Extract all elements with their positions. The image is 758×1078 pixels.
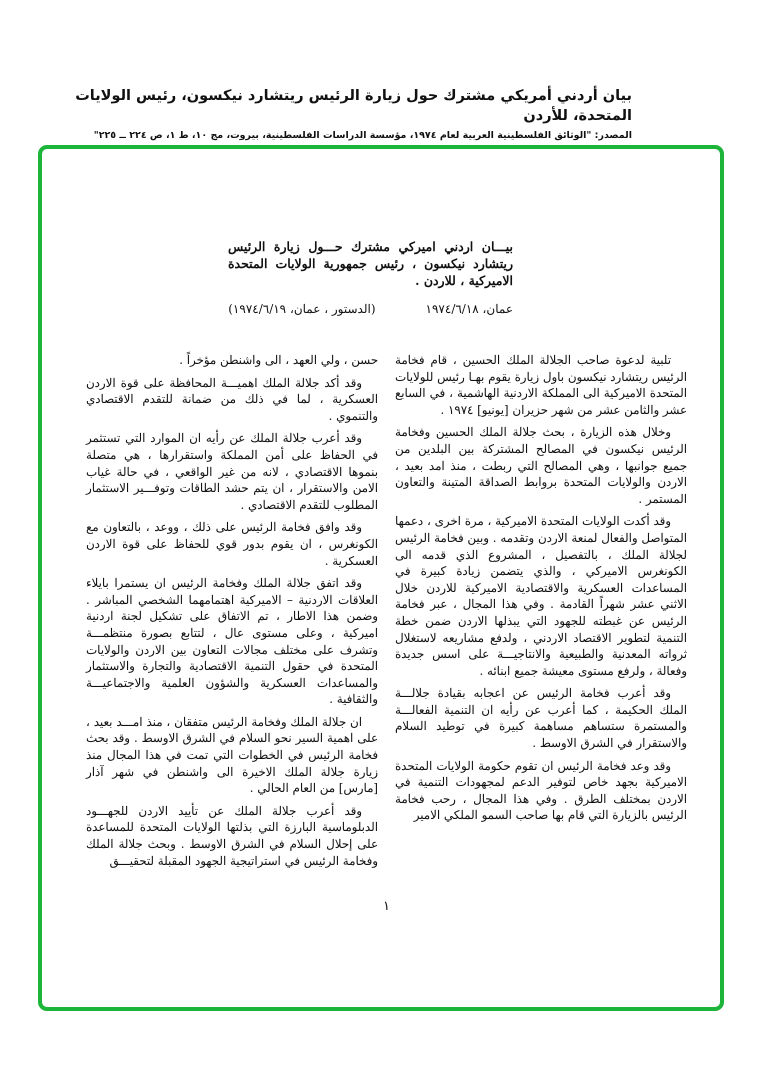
paragraph: وقد وافق فخامة الرئيس على ذلك ، ووعد ، بالتعاون مع الكونغرس ، ان يقوم بدور قوي للحفاظ على قوة الاردن العسكرية .	[86, 520, 378, 568]
document-citation: (الدستور ، عمان، ١٩٧٤/٦/١٩)	[228, 302, 376, 316]
page-header-source: المصدر: "الوثائق الفلسطينية العربية لعام ١٩٧٤، مؤسسة الدراسات الفلسطينية، بيروت، مج ١٠، ط ١، ص ٢٢٤ ــ ٢٢٥"	[93, 130, 632, 141]
paragraph: ان جلالة الملك وفخامة الرئيس متفقان ، منذ امـــد بعيد ، على اهمية السير نحو السلام في الشرق الاوسط . وقد بحث فخامة الرئيس في الخطوات التي تمت في هذا المجال منذ زيارة جلالة الملك الاخيرة الى واشنطن في شهر آذار [مارس] من العام الحالي .	[86, 714, 378, 796]
page-number: ١	[383, 899, 390, 915]
paragraph: وقد أعرب جلالة الملك عن تأييد الاردن للجهـــود الدبلوماسية البارزة التي بذلتها الولايات المتحدة للمساعدة على إحلال السلام في الشرق الاوسط . وبحث جلالة الملك وفخامة الرئيس في استراتيجية الجهود المقبلة لتحقيـــق	[86, 803, 378, 868]
left-column	[86, 352, 378, 875]
columns	[86, 352, 687, 875]
paragraph: وقد أعرب جلالة الملك عن رأيه ان الموارد التي تستثمر في الحفاظ على أمن المملكة واستقرارها ، هي متصلة بنموها الاقتصادي ، لانه من غير الواقعي ، في حالة غياب الامن والاستقرار ، ان يتم حشد الطاقات وتوفـــير الاستثمار المطلوب للتقدم الاقتصادي .	[86, 431, 378, 512]
paragraph: وقد أعرب فخامة الرئيس عن اعجابه بقيادة جلالـــة الملك الحكيمة ، كما أعرب عن رأيه ان التنمية الفعالـــة والمستمرة ستساهم مساهمة كبيرة في توطيد السلام والاستقرار في الشرق الاوسط .	[395, 686, 687, 751]
document-date: عمان، ١٩٧٤/٦/١٨	[425, 302, 513, 316]
page-header-title: بيان أردني أمريكي مشترك حول زيارة الرئيس ريتشارد نيكسون، رئيس الولايات المتحدة، للأردن	[75, 88, 632, 124]
date-row	[228, 301, 513, 317]
paragraph: وقد وعد فخامة الرئيس ان تقوم حكومة الولايات المتحدة الاميركية بجهد خاص لتوفير الدعم لمجهودات التنمية في الاردن بمختلف الطرق . وفي هذا المجال ، رحب فخامة الرئيس بالزيارة التي قام بها صاحب السمو الملكي الامير	[395, 758, 687, 823]
paragraph: وقد أكد جلالة الملك اهميـــة المحافظة على قوة الاردن العسكرية ، لما في ذلك من ضمانة للتقدم الاقتصادي والتنموي .	[86, 375, 378, 423]
right-column	[395, 352, 687, 830]
paragraph: تلبية لدعوة صاحب الجلالة الملك الحسين ، قام فخامة الرئيس ريتشارد نيكسون باول زيارة يقوم بهـا رئيس للولايات المتحدة الاميركية الى المملكة الاردنية الهاشمية ، في السابع عشر والثامن عشر من شهر حزيران [يونيو] ١٩٧٤ .	[395, 353, 687, 417]
document-heading	[228, 238, 513, 317]
paragraph: وقد اتفق جلالة الملك وفخامة الرئيس ان يستمرا بايلاء العلاقات الاردنية – الاميركية اهتمامهما الشخصي المباشر . وضمن هذا الاطار ، تم الاتفاق على تشكيل لجنة اردنية اميركية ، وعلى مستوى عال ، لتتابع بصورة منتظمـــة وتشرف على مختلف مجالات التعاون بين الاردن والولايات المتحدة في حقول التنمية الاقتصادية والتجارة والاستثمار والمساعدات العسكرية والشؤون العلمية والاجتماعيـــة والثقافية .	[86, 576, 378, 707]
paragraph: وقد أكدت الولايات المتحدة الاميركية ، مرة اخرى ، دعمها المتواصل والفعال لمنعة الاردن وتقدمه . وبين فخامة الرئيس لجلالة الملك ، بالتفصيل ، المشروع الذي قدمه الى الكونغرس الاميركي ، والذي يتضمن زيادة كبيرة في المساعدات العسكرية والاقتصادية الاميركية للاردن خلال الاثني عشر شهراً القادمة . وفي هذا المجال ، عبر فخامة الرئيس عن غبطته للجهود التي يبذلها الاردن ضمن خطة التنمية لتطوير الاقتصاد الاردني ، ولدفع مشاريعه لاستغلال ثرواته المعدنية والطبيعية والانتاجيـــة على اسس جديدة وفعالة ، ولرفع مستوى معيشة جميع ابنائه .	[395, 514, 687, 678]
paragraph: حسن ، ولي العهد ، الى واشنطن مؤخراً .	[179, 353, 378, 367]
document-body	[86, 352, 687, 915]
document-title: بيـــان اردني اميركي مشترك حـــول زيارة الرئيس ريتشارد نيكسون ، رئيس جمهورية الولايات المتحدة الاميركية ، للاردن .	[228, 239, 513, 288]
paragraph: وخلال هذه الزيارة ، بحث جلالة الملك الحسين وفخامة الرئيس نيكسون في المصالح المشتركة بين البلدين من جميع جوانبها ، وهي المصالح التي ربطت ، منذ امد بعيد ، الاردن والولايات المتحدة بروابط الصداقة المتينة والتعاون المستمر .	[395, 425, 687, 506]
page-header	[60, 86, 632, 143]
